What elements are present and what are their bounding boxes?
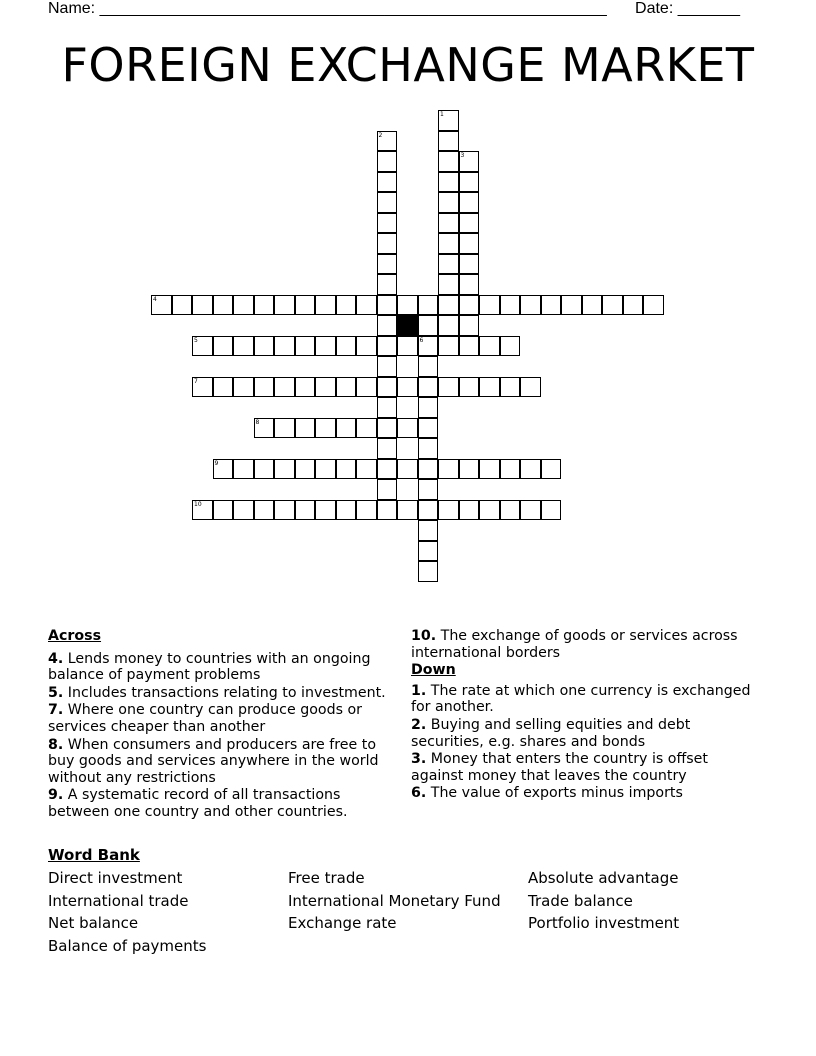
crossword-cell[interactable] [438,172,459,193]
crossword-cell[interactable] [213,295,234,316]
cell-number: 5 [194,336,198,344]
clue-down-2 [411,717,756,750]
crossword-cell[interactable] [151,295,172,316]
clue-number: 8. [48,736,64,753]
crossword-cell[interactable] [295,418,316,439]
crossword-cell[interactable] [254,295,275,316]
crossword-cell[interactable] [418,541,439,562]
crossword-cell[interactable] [295,459,316,480]
crossword-cell[interactable] [520,295,541,316]
crossword-cell[interactable] [438,213,459,234]
cell-number: 4 [153,295,157,303]
crossword-cell[interactable] [295,377,316,398]
crossword-cell[interactable] [397,500,418,521]
clue-number: 2. [411,716,427,733]
crossword-cell[interactable] [438,110,459,131]
crossword-cell[interactable] [438,336,459,357]
crossword-cell[interactable] [315,500,336,521]
clue-down-1 [411,683,756,716]
down-heading: Down [411,662,456,679]
cell-number: 9 [214,459,219,467]
clues-column-right [411,628,756,803]
name-field-line[interactable]: Name: _________________________________________________________ [48,0,607,17]
crossword-cell[interactable] [377,213,398,234]
clue-text: The value of exports minus imports [426,785,683,802]
clue-text: A systematic record of all transactions between one country and other countries. [48,787,348,820]
crossword-cell[interactable] [479,295,500,316]
crossword-cell[interactable] [356,295,377,316]
crossword-cell[interactable] [479,336,500,357]
crossword-cell[interactable] [274,418,295,439]
crossword-cell[interactable] [377,479,398,500]
crossword-cell[interactable] [213,377,234,398]
crossword-cell[interactable] [459,459,480,480]
word-bank-heading: Word Bank [48,846,140,864]
crossword-cell[interactable] [459,233,480,254]
crossword-cell[interactable] [418,295,439,316]
word-bank-item: Portfolio investment [528,914,680,933]
word-bank-list [48,870,768,954]
crossword-cell[interactable] [315,459,336,480]
crossword-cell[interactable] [254,500,275,521]
crossword-cell[interactable] [336,377,357,398]
clue-across-8 [48,737,393,787]
clue-number: 3. [411,751,427,768]
crossword-cell[interactable] [377,233,398,254]
crossword-cell[interactable] [213,336,234,357]
crossword-cell[interactable] [520,459,541,480]
crossword-cell[interactable] [192,295,213,316]
crossword-cell[interactable] [315,295,336,316]
crossword-cell[interactable] [459,192,480,213]
crossword-cell[interactable] [377,377,398,398]
crossword-cell[interactable] [418,418,439,439]
clue-number: 5. [48,684,64,701]
crossword-cell[interactable] [274,500,295,521]
crossword-cell[interactable] [418,397,439,418]
crossword-cell[interactable] [418,356,439,377]
crossword-cell[interactable] [274,295,295,316]
crossword-cell[interactable] [459,274,480,295]
crossword-cell[interactable] [418,561,439,582]
crossword-cell[interactable] [459,500,480,521]
cell-number: 2 [378,131,383,139]
crossword-cell[interactable] [377,438,398,459]
crossword-cell[interactable] [377,172,398,193]
word-bank-item: Absolute advantage [528,869,679,887]
word-bank-item: Direct investment [48,869,183,887]
crossword-cell[interactable] [377,356,398,377]
crossword-cell[interactable] [438,131,459,152]
crossword-cell[interactable] [520,377,541,398]
crossword-cell[interactable] [418,377,439,398]
crossword-cell[interactable] [418,520,439,541]
clue-number: 9. [48,787,64,804]
crossword-cell[interactable] [254,336,275,357]
page-title: FOREIGN EXCHANGE MARKET [61,38,755,92]
crossword-cell[interactable] [315,418,336,439]
crossword-cell[interactable] [582,295,603,316]
crossword-cell[interactable] [377,254,398,275]
crossword-cell[interactable] [172,295,193,316]
word-bank [48,846,768,954]
crossword-cell[interactable] [418,459,439,480]
crossword-cell[interactable] [377,131,398,152]
crossword-cell[interactable] [459,172,480,193]
crossword-cell[interactable] [213,500,234,521]
crossword-cell[interactable] [377,295,398,316]
crossword-cell[interactable] [438,377,459,398]
crossword-cell[interactable] [192,336,213,357]
crossword-cell[interactable] [315,377,336,398]
crossword-cell[interactable] [377,315,398,336]
crossword-cell[interactable] [438,151,459,172]
crossword-cell[interactable] [336,336,357,357]
crossword-cell[interactable] [254,418,275,439]
crossword-cell[interactable] [438,254,459,275]
crossword-cell[interactable] [315,336,336,357]
clue-across-7 [48,702,393,735]
crossword-cell[interactable] [397,377,418,398]
crossword-cell[interactable] [500,459,521,480]
crossword-cell[interactable] [356,336,377,357]
crossword-cell[interactable] [274,459,295,480]
crossword-cell[interactable] [233,295,254,316]
clue-down-6 [411,785,756,802]
word-bank-item: Free trade [288,869,365,887]
crossword-cell[interactable] [295,295,316,316]
clue-across-9 [48,787,393,820]
across-heading: Across [48,628,102,644]
crossword-cell[interactable] [397,295,418,316]
crossword-cell[interactable] [643,295,664,316]
crossword-cell[interactable] [192,500,213,521]
crossword-cell[interactable] [377,151,398,172]
crossword-cell[interactable] [295,500,316,521]
crossword-cell[interactable] [459,254,480,275]
cell-number: 3 [460,152,465,159]
crossword-cell[interactable] [500,377,521,398]
clue-text: Lends money to countries with an ongoing balance of payment problems [48,650,371,684]
crossword-cell[interactable] [356,500,377,521]
crossword-black-cell [397,315,418,336]
clue-across-10 [411,628,756,661]
crossword-cell[interactable] [233,336,254,357]
crossword-cell[interactable] [500,336,521,357]
crossword-cell[interactable] [233,459,254,480]
crossword-cell[interactable] [459,213,480,234]
crossword-cell[interactable] [418,336,439,357]
crossword-cell[interactable] [274,377,295,398]
clue-number: 10. [411,628,437,644]
crossword-cell[interactable] [377,500,398,521]
word-bank-item: International trade [48,891,189,910]
crossword-cell[interactable] [397,418,418,439]
word-bank-item: Trade balance [528,891,633,910]
clue-text: Buying and selling equities and debt securities, e.g. shares and bonds [411,716,691,750]
crossword-cell[interactable] [541,500,562,521]
crossword-cell[interactable] [377,418,398,439]
crossword-cell[interactable] [418,479,439,500]
clue-text: The rate at which one currency is exchanged for another. [411,682,751,716]
crossword-cell[interactable] [438,192,459,213]
crossword-cell[interactable] [356,418,377,439]
crossword-cell[interactable] [233,500,254,521]
crossword-cell[interactable] [479,459,500,480]
crossword-cell[interactable] [561,295,582,316]
crossword-cell[interactable] [295,336,316,357]
crossword-cell[interactable] [377,274,398,295]
crossword-cell[interactable] [438,274,459,295]
crossword-cell[interactable] [438,459,459,480]
crossword-cell[interactable] [459,315,480,336]
clue-number: 4. [48,650,64,667]
crossword-cell[interactable] [500,500,521,521]
clue-number: 7. [48,702,64,719]
crossword-cell[interactable] [418,315,439,336]
cell-number: 7 [194,377,198,385]
crossword-cell[interactable] [418,438,439,459]
crossword-cell[interactable] [438,315,459,336]
clue-text: Includes transactions relating to investment. [63,684,386,701]
clue-text: The exchange of goods or services across international borders [411,628,738,661]
crossword-cell[interactable] [377,459,398,480]
crossword-cell[interactable] [459,377,480,398]
word-bank-item: International Monetary Fund [288,891,501,910]
clue-number: 6. [411,785,427,802]
clue-text: Where one country can produce goods or services cheaper than another [48,702,362,735]
cell-number: 6 [419,336,424,344]
clue-across-5 [48,685,393,702]
crossword-cell[interactable] [438,295,459,316]
clue-down-3 [411,751,756,784]
crossword-cell[interactable] [192,377,213,398]
crossword-cell[interactable] [336,418,357,439]
date-field-line[interactable]: Date: _______ [635,0,740,17]
crossword-cell[interactable] [623,295,644,316]
crossword-cell[interactable] [213,459,234,480]
word-bank-item: Exchange rate [288,914,397,933]
crossword-cell[interactable] [377,397,398,418]
crossword-cell[interactable] [233,377,254,398]
crossword-cell[interactable] [541,459,562,480]
crossword-cell[interactable] [500,295,521,316]
crossword-cell[interactable] [479,377,500,398]
crossword-cell[interactable] [254,377,275,398]
crossword-cell[interactable] [459,336,480,357]
crossword-cell[interactable] [479,500,500,521]
cell-number: 1 [440,111,444,118]
crossword-cell[interactable] [356,459,377,480]
crossword-cell[interactable] [377,336,398,357]
crossword-cell[interactable] [438,233,459,254]
clue-text: Money that enters the country is offset against money that leaves the country [411,751,708,784]
crossword-cell[interactable] [418,500,439,521]
crossword-cell[interactable] [336,459,357,480]
cell-number: 10 [194,500,202,508]
crossword-cell[interactable] [356,377,377,398]
clue-text: When consumers and producers are free to buy goods and services anywhere in the world without any restrictions [48,736,379,786]
crossword-cell[interactable] [459,295,480,316]
crossword-cell[interactable] [520,500,541,521]
crossword-cell[interactable] [336,500,357,521]
crossword-cell[interactable] [274,336,295,357]
crossword-cell[interactable] [254,459,275,480]
word-bank-item: Net balance [48,914,139,933]
crossword-cell[interactable] [438,500,459,521]
word-bank-item: Balance of payments [48,936,207,955]
crossword-cell[interactable] [377,192,398,213]
crossword-cell[interactable] [541,295,562,316]
crossword-cell[interactable] [459,151,480,172]
clues-column-left [48,628,393,822]
crossword-cell[interactable] [397,336,418,357]
cell-number: 8 [255,418,260,426]
crossword-cell[interactable] [602,295,623,316]
clue-number: 1. [411,682,427,699]
crossword-cell[interactable] [397,459,418,480]
clue-across-4 [48,651,393,684]
crossword-cell[interactable] [336,295,357,316]
